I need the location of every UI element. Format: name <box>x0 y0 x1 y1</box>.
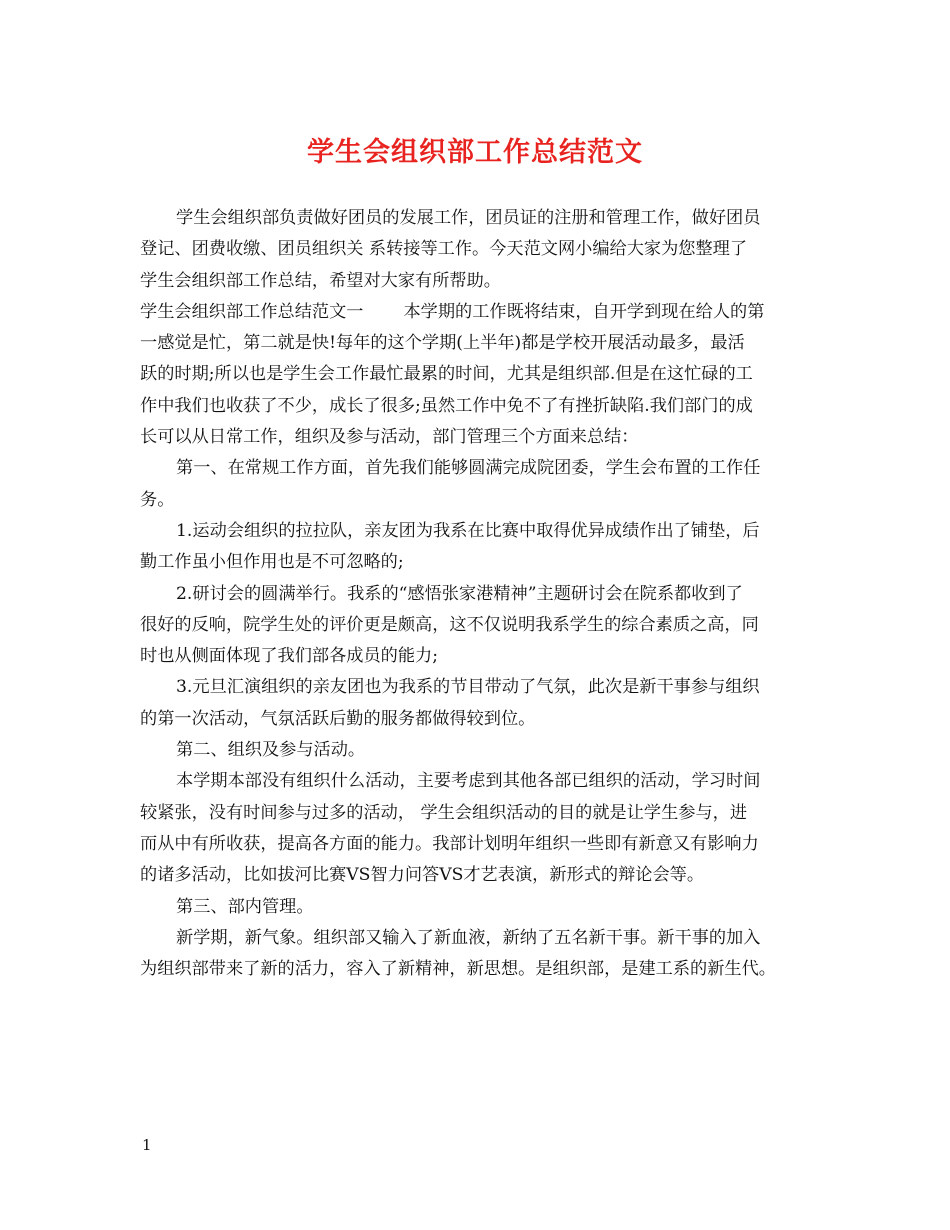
paragraph-text: 本学期的工作既将结束，自开学到现在给人的第 <box>403 301 765 322</box>
paragraph-line: 而从中有所收获，提高各方面的能力。我部计划明年组织一些即有新意又有影响力 <box>140 833 759 854</box>
paragraph-line: 勤工作虽小但作用也是不可忽略的; <box>140 552 404 573</box>
paragraph-line: 时也从侧面体现了我们部各成员的能力; <box>140 646 438 667</box>
paragraph-line: 的诸多活动，比如拔河比赛VS智力问答VS才艺表演，新形式的辩论会等。 <box>140 865 705 886</box>
paragraph-line: 1.运动会组织的拉拉队，亲友团为我系在比赛中取得优异成绩作出了铺垫，后 <box>176 520 760 541</box>
paragraph-line: 第二、组织及参与活动。 <box>176 740 366 761</box>
document-body <box>140 203 820 985</box>
paragraph-line: 的第一次活动，气氛活跃后勤的服务都做得较到位。 <box>140 708 536 729</box>
page-number: 1 <box>142 1136 152 1154</box>
paragraph-line: 新学期，新气象。组织部又输入了新血液，新纳了五名新干事。新干事的加入 <box>176 927 761 948</box>
paragraph-line: 长可以从日常工作，组织及参与活动，部门管理三个方面来总结： <box>140 427 639 448</box>
paragraph-line: 本学期本部没有组织什么活动，主要考虑到其他各部已组织的活动，学习时间 <box>176 771 761 792</box>
paragraph-line-with-subtitle <box>140 297 820 328</box>
paragraph-line: 2.研讨会的圆满举行。我系的“感悟张家港精神”主题研讨会在院系都收到了 <box>176 583 743 604</box>
paragraph-line: 学生会组织部工作总结，希望对大家有所帮助。 <box>140 270 501 291</box>
paragraph-line: 很好的反响，院学生处的评价更是颇高，这不仅说明我系学生的综合素质之高，同 <box>140 614 759 635</box>
paragraph-line: 较紧张，没有时间参与过多的活动， 学生会组织活动的目的就是让学生参与，进 <box>140 802 748 823</box>
paragraph-line: 一感觉是忙，第二就是快!每年的这个学期(上半年)都是学校开展活动最多，最活 <box>140 333 745 354</box>
paragraph-line: 登记、团费收缴、团员组织关 系转接等工作。今天范文网小编给大家为您整理了 <box>140 239 748 260</box>
document-title: 学生会组织部工作总结范文 <box>307 137 643 168</box>
paragraph-line: 务。 <box>140 489 175 510</box>
paragraph-line: 3.元旦汇演组织的亲友团也为我系的节目带动了气氛，此次是新干事参与组织 <box>176 677 760 698</box>
paragraph-line: 作中我们也收获了不少，成长了很多;虽然工作中免不了有挫折缺陷.我们部门的成 <box>140 395 753 416</box>
paragraph-line: 学生会组织部负责做好团员的发展工作，团员证的注册和管理工作，做好团员 <box>176 208 761 228</box>
paragraph-line: 跃的时期;所以也是学生会工作最忙最累的时间，尤其是组织部.但是在这忙碌的工 <box>140 364 753 385</box>
paragraph-line: 第三、部内管理。 <box>176 896 314 917</box>
paragraph-line: 第一、在常规工作方面，首先我们能够圆满完成院团委，学生会布置的工作任 <box>176 458 761 479</box>
paragraph-line: 为组织部带来了新的活力，容入了新精神，新思想。是组织部，是建工系的新生代。 <box>140 959 776 980</box>
section-subtitle: 学生会组织部工作总结范文一 <box>140 301 364 322</box>
